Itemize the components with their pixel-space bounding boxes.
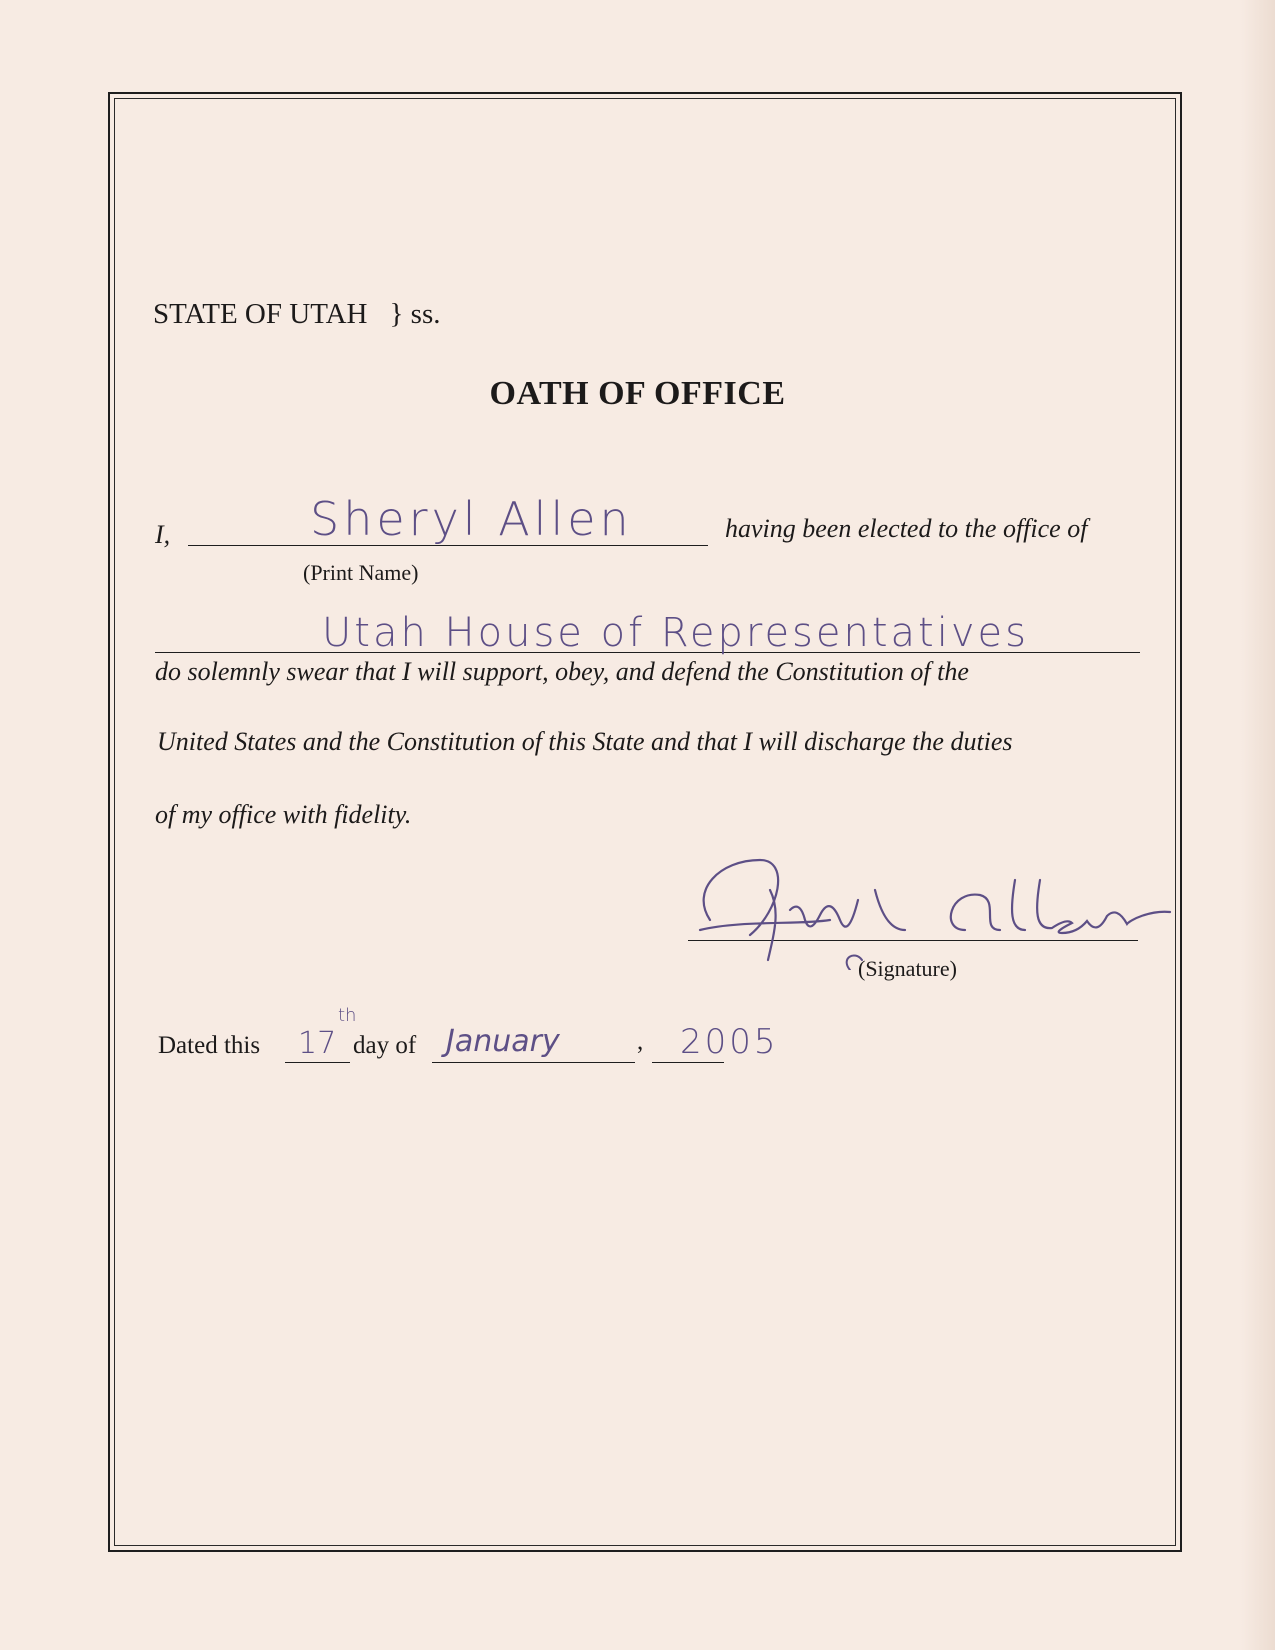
handwritten-month: January (446, 1024, 560, 1059)
handwritten-office: Utah House of Representatives (322, 610, 1029, 656)
state-heading (153, 298, 440, 331)
oath-line-3: of my office with fidelity. (155, 800, 412, 829)
handwritten-year: 2005 (680, 1022, 779, 1062)
year-blank (652, 1062, 724, 1063)
intro-suffix: having been elected to the office of (725, 514, 1088, 543)
dated-prefix: Dated this (158, 1032, 261, 1059)
month-blank (432, 1062, 635, 1063)
oath-line-2: United States and the Constitution of this State and that I will discharge the duties (157, 727, 1013, 756)
handwritten-day: 17 (298, 1026, 337, 1061)
state-heading-text: STATE OF UTAH (153, 298, 368, 330)
handwritten-name: Sheryl Allen (310, 492, 633, 546)
signature-caption: (Signature) (858, 956, 957, 981)
page-edge-shadow (1241, 0, 1275, 1650)
signature-mark (680, 850, 1180, 970)
state-ss: } ss. (389, 298, 441, 330)
day-blank (285, 1062, 350, 1063)
dated-middle: day of (353, 1032, 417, 1059)
intro-prefix: I, (155, 520, 171, 549)
print-name-caption: (Print Name) (303, 560, 419, 585)
oath-line-1: do solemnly swear that I will support, obey, and defend the Constitution of the (155, 657, 969, 686)
dated-comma: , (637, 1028, 644, 1055)
handwritten-day-suffix: th (338, 1005, 357, 1026)
document-title: OATH OF OFFICE (489, 375, 786, 412)
